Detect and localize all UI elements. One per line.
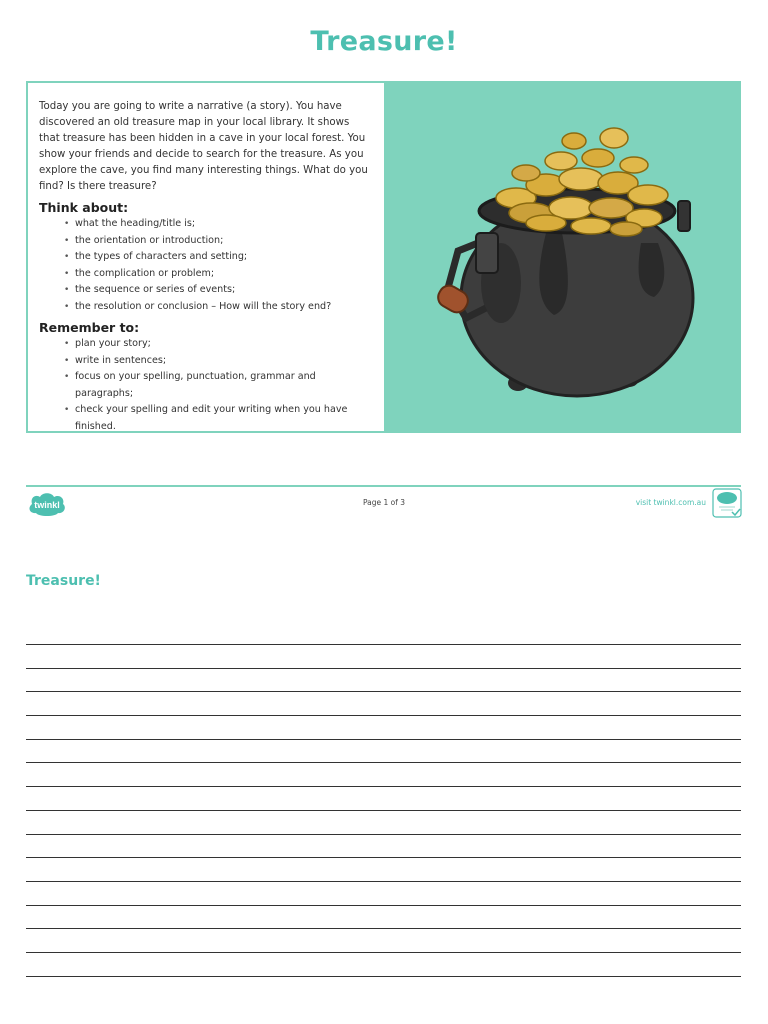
list-item: • what the heading/title is; [75,216,370,233]
list-item: • check your spelling and edit your writing when you have finished. [75,402,370,435]
section-title: Treasure! [26,573,101,589]
writing-line [26,928,741,929]
writing-lines [26,644,741,999]
list-item: • the types of characters and setting; [75,249,370,266]
list-item: • write in sentences; [75,353,370,370]
writing-line [26,905,741,906]
writing-line [26,715,741,716]
page-number: Page 1 of 3 [362,498,406,507]
pot-of-gold-panel [386,83,739,431]
writing-line [26,786,741,787]
writing-line [26,810,741,811]
page-title: Treasure! [310,26,458,57]
instructions-text-column [28,83,386,431]
list-item: • the resolution or conclusion – How will the story end? [75,299,370,316]
list-item: • focus on your spelling, punctuation, grammar and paragraphs; [75,369,370,402]
writing-line [26,668,741,669]
think-about-list [39,216,370,315]
remember-to-heading: Remember to: [39,320,140,335]
list-item: • the orientation or introduction; [75,233,370,250]
writing-line [26,834,741,835]
pot-of-gold-icon [386,83,739,431]
list-item: • the complication or problem; [75,266,370,283]
writing-line [26,691,741,692]
writing-line [26,762,741,763]
writing-line [26,881,741,882]
intro-paragraph: Today you are going to write a narrative (a story). You have discovered an old treasure map in your local library. It shows that treasure has been hidden in a cave in your local forest. You show your friends and decide to search for the treasure. As you explore the cave, you find many interesting things. What do you find? Is there treasure? [39,101,368,192]
writing-line [26,857,741,858]
instructions-panel [26,81,741,433]
writing-line [26,976,741,977]
visit-link[interactable]: visit twinkl.com.au [635,498,706,507]
writing-line [26,739,741,740]
logo-text: twinkl [34,500,60,510]
writing-line [26,644,741,645]
list-item: • plan your story; [75,336,370,353]
remember-to-list [39,336,370,435]
quality-badge-icon [712,488,742,518]
writing-line [26,952,741,953]
think-about-heading: Think about: [39,200,129,215]
footer-divider [26,485,741,487]
list-item: • the sequence or series of events; [75,282,370,299]
